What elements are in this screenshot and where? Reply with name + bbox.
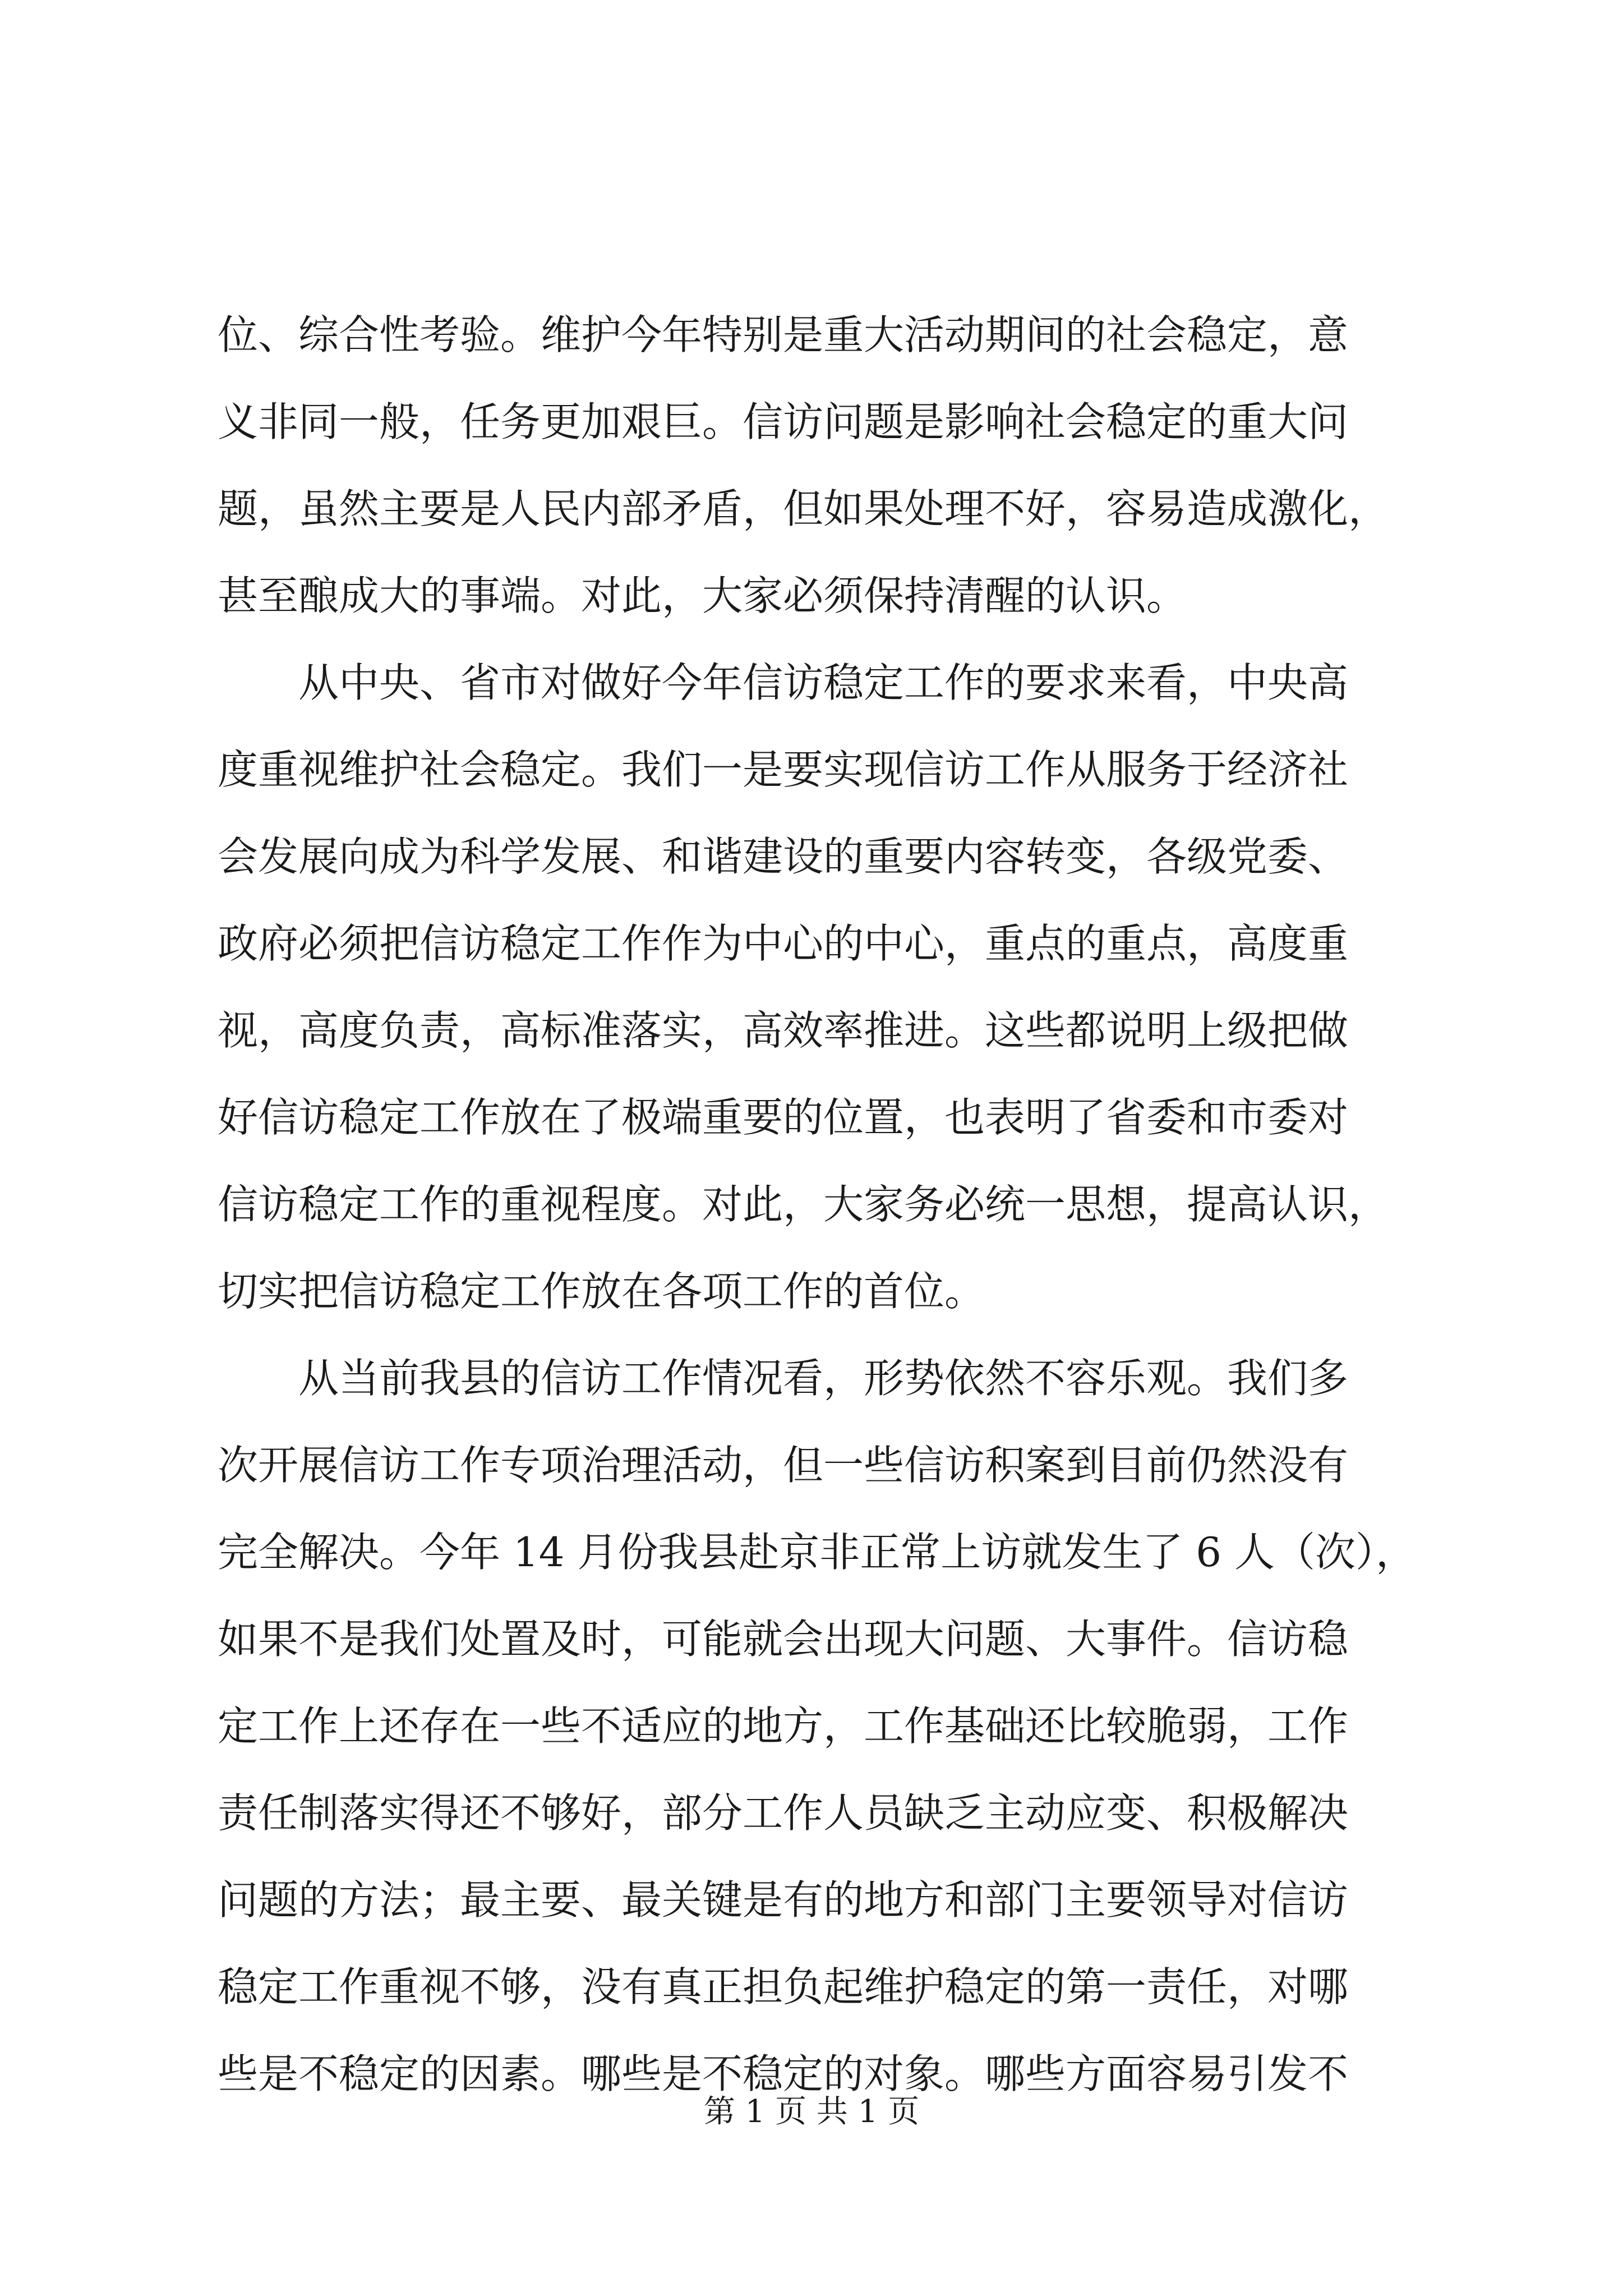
text-line: 从当前我县的信访工作情况看，形势依然不容乐观。我们多	[218, 1355, 1349, 1402]
text-line: 从中央、省市对做好今年信访稳定工作的要求来看，中央高	[218, 659, 1349, 706]
text-line: 甚至酿成大的事端。对此，大家必须保持清醒的认识。	[218, 572, 1187, 619]
text-line: 义非同一般，任务更加艰巨。信访问题是影响社会稳定的重大问	[218, 398, 1349, 445]
text-line: 稳定工作重视不够，没有真正担负起维护稳定的第一责任，对哪	[218, 1963, 1349, 2010]
text-line: 视，高度负责，高标准落实，高效率推进。这些都说明上级把做	[218, 1007, 1349, 1054]
text-line: 切实把信访稳定工作放在各项工作的首位。	[218, 1268, 985, 1315]
text-line: 次开展信访工作专项治理活动，但一些信访积案到目前仍然没有	[218, 1442, 1349, 1489]
text-line: 位、综合性考验。维护今年特别是重大活动期间的社会稳定，意	[218, 311, 1349, 358]
text-line: 完全解决。今年 14 月份我县赴京非正常上访就发生了 6 人（次），	[218, 1529, 1416, 1576]
body-text	[218, 292, 1416, 2118]
text-line: 信访稳定工作的重视程度。对此，大家务必统一思想，提高认识，	[218, 1181, 1389, 1228]
text-line: 如果不是我们处置及时，可能就会出现大问题、大事件。信访稳	[218, 1616, 1349, 1663]
text-line: 题，虽然主要是人民内部矛盾，但如果处理不好，容易造成激化，	[218, 485, 1389, 532]
text-line: 问题的方法；最主要、最关键是有的地方和部门主要领导对信访	[218, 1876, 1349, 1924]
text-line: 好信访稳定工作放在了极端重要的位置，也表明了省委和市委对	[218, 1094, 1349, 1141]
page-footer: 第 1 页 共 1 页	[703, 2093, 920, 2130]
text-line: 政府必须把信访稳定工作作为中心的中心，重点的重点，高度重	[218, 920, 1349, 967]
text-line: 定工作上还存在一些不适应的地方，工作基础还比较脆弱，工作	[218, 1703, 1349, 1750]
text-line: 会发展向成为科学发展、和谐建设的重要内容转变，各级党委、	[218, 833, 1349, 880]
text-line: 些是不稳定的因素。哪些是不稳定的对象。哪些方面容易引发不	[218, 2050, 1349, 2097]
text-line: 度重视维护社会稳定。我们一是要实现信访工作从服务于经济社	[218, 746, 1349, 793]
text-line: 责任制落实得还不够好，部分工作人员缺乏主动应变、积极解决	[218, 1789, 1349, 1837]
